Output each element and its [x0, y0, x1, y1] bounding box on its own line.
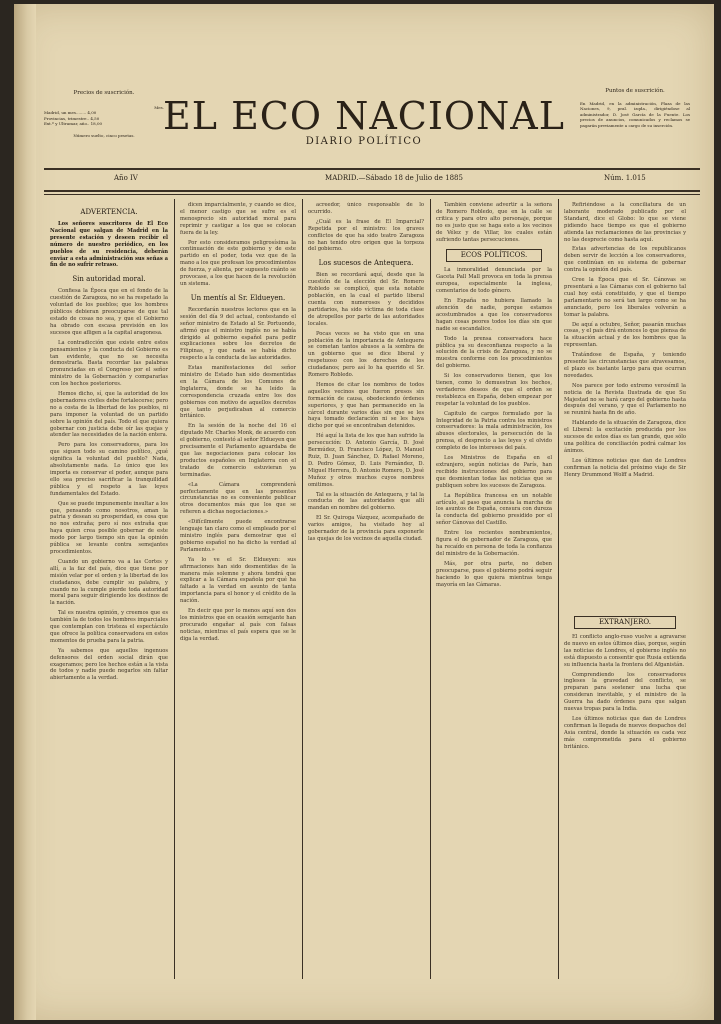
column-2: [180, 202, 296, 978]
column-divider: [430, 199, 431, 979]
column-1: [50, 202, 168, 978]
price-row: Madrid, un mes........ 4,00: [44, 110, 97, 115]
article-paragraph: En la sesión de la noche del 16 el diputado Mr. Charles Monk, de acuerdo con el gobierno, contestó al señor Eldueyen que precisamente el Parlamento aguardaba de que las negociaciones para colocar los productos españoles en Inglaterra con el tratado de comercio estuvieran ya terminadas.: [180, 423, 296, 478]
article-paragraph: Los últimos noticias que dan de Londres confirman la noticia del próximo viaje de Sir Henry Drummond Wolff a Madrid.: [564, 457, 686, 478]
column-5: [564, 202, 686, 607]
extranjero-paragraph: El conflicto anglo-ruso vuelve a agravarse de nuevo en estos últimos días, porque, según las noticias de Londres, el gobierno inglés no está dispuesto a consentir que Rusia extienda su influencia hasta la frontera del Afganistán.: [564, 634, 686, 668]
subscription-points: [580, 88, 690, 128]
notice-paragraph: Los señores suscritores de El Eco Nacional que salgan de Madrid en la presente estación y deseen recibir el número de nuestro periódico, en los pueblos de su residencia, deberán enviar a esta administración sus señas a fin de no sufrir retraso.: [50, 221, 168, 269]
info-bar-bottom-rule: [44, 190, 700, 192]
price-row: Ext.º y Ultramar, año.. 18,00: [44, 121, 103, 126]
article-paragraph: La contradicción que existe entre estos pensamientos y la conducta del Gobierno es tan evidente, que no se necesita demostrarla. Basta recordar las palabras pronunciadas en el Congreso por el señor ministro de la Gobernación y compararlas con los hechos posteriores.: [50, 339, 168, 388]
article-paragraph: Hemos de citar los nombres de todos aquellos vecinos que fueron presos sin formación de causa, obedeciendo órdenes superiores, y que han permanecido en la cárcel durante varios días sin que se les haya tomado declaración ni se les haya dicho por qué se encontraban detenidos.: [308, 381, 424, 430]
points-text: En Madrid, en la administración, Plaza de las Naciones, 9, pral. izqda., dirigiéndose al administrador, D. José García de la Fuente. Los precios de anuncios, comunicados y reclamos se pagarán previamente a cargo de su inserción.: [580, 100, 690, 128]
extranjero-section: [564, 610, 686, 978]
article-paragraph: Bien se recordará aquí, desde que la cuestión de la elección del Sr. Romero Robledo se complicó, que esta notable población, en la cual el partido liberal cuenta con numerosos y decididos partidarios, ha sido víctima de toda clase de atropellos por parte de las autoridades locales.: [308, 272, 424, 327]
column-3: [308, 202, 424, 978]
article-paragraph: Hemos dicho, sí, que la autoridad de los gobernadores civiles debe fortalecerse; pero no a costa de la libertad de los pueblos, ni para imponer la voluntad de un partido sobre la opinión del país. Todo el que quiera gobernar con justicia debe oír las quejas y atender las necesidades de la nación entera.: [50, 391, 168, 439]
article-paragraph: Estas advertencias de los republicanos deben servir de lección a los conservadores, que continúan en su sistema de gobernar contra la opinión del país.: [564, 246, 686, 274]
article-paragraph: Tratándose de España, y teniendo presente las circunstancias que atravesamos, el plazo es bastante largo para que ocurran novedades.: [564, 352, 686, 379]
subscription-prices: [44, 90, 164, 138]
masthead-title: EL ECO NACIONAL: [163, 94, 565, 138]
article-paragraph: Entre los recientes nombramientos, figura el de gobernador de Zaragoza, que ha recaído en persona de toda la confianza del ministro de la Gobernación.: [436, 530, 552, 557]
info-bar-bottom-rule-2: [44, 194, 700, 195]
article-paragraph: De aquí a octubre, Señor, pasarán muchas cosas, y el país dirá entonces lo que piensa de la situación actual y de los hombres que la representan.: [564, 321, 686, 349]
article-paragraph: Cuando un gobierno va a las Cortes y allí, a la faz del país, dice que tiene por misión velar por el orden y la libertad de los ciudadanos, debe cumplir su palabra, y cuando no la cumple pierde toda autoridad moral para seguir dirigiendo los destinos de la nación.: [50, 558, 168, 607]
extranjero-paragraph: Los últimos noticias que dan de Londres confirman la llegada de nuevos despachos del Asia central, donde la situación es cada vez más comprometida para el gobierno británico.: [564, 715, 686, 750]
issue-date: MADRID.—Sábado 18 de Julio de 1885: [325, 174, 463, 182]
article-paragraph: dicen imparcialmente, y cuando se dice, el menor castigo que se sufre es el menosprecio sin autoridad moral para reprimir y castigar a los que se colocan fuera de la ley.: [180, 202, 296, 236]
article-paragraph: ¿Cuál es la frase de El Imparcial? Repetida por el ministro: los graves conflictos de que ha sido teatro Zaragoza no han tenido otro origen que la torpeza del gobierno.: [308, 218, 424, 253]
article-paragraph: Ya lo ve el Sr. Eldueyen: sus afirmaciones han sido desmentidas de la manera más solemne y ahora tendrá que explicar a la Cámara española por qué ha faltado a la verdad en asunto de tanta importancia para el honor y el crédito de la nación.: [180, 556, 296, 605]
article-paragraph: Los Ministros de España en el extranjero, según noticias de París, han recibido instrucciones del gobierno para que desmientan todas las noticias que se publiquen sobre los sucesos de Zaragoza.: [436, 455, 552, 489]
article-paragraph: Confiesa la Época que en el fondo de la cuestión de Zaragoza, no se ha respetado la voluntad de los pueblos; que los hombres públicos debieran preocuparse de que tal estado de cosas no sea, y que el Gobierno ha obrado con escasa previsión en los sucesos que afligen a la capital aragonesa.: [50, 288, 168, 336]
article-heading: Sin autoridad moral.: [72, 275, 146, 284]
article-paragraph: Cree la Época que el Sr. Cánovas se presentará a las Cámaras con el gobierno tal cual hoy está constituido, y que el tiempo parlamentario no será tan largo como se ha anunciado, pero los liberales volverán a tomar la palabra.: [564, 277, 686, 318]
prices-unit: Mes.: [154, 104, 164, 110]
article-paragraph: Refiriéndose a la conciliatura de un laborante moderado publicado por el Standard, dice el Globo: lo que se viene pidiendo hace tiempo es que el gobierno atienda las reclamaciones de las provincias y no las desprecie como hasta aquí.: [564, 202, 686, 243]
extranjero-paragraph: Comprendiendo los conservadores ingleses la gravedad del conflicto, se preparan para sostener una lucha que consideran inevitable, y el ministro de la Guerra ha dado órdenes para que salgan nuevas tropas para la India.: [564, 671, 686, 713]
issue-year: Año IV: [114, 174, 138, 182]
points-heading: Puntos de suscrición.: [605, 88, 665, 94]
article-paragraph: acreedor, único responsable de lo ocurrido.: [308, 202, 424, 215]
column-divider: [302, 199, 303, 979]
article-paragraph: Más, por otra parte, no deben preocuparse, pues el gobierno podrá seguir haciendo lo que quiera mientras tenga mayoría en las Cámaras.: [436, 560, 552, 588]
article-heading: Los sucesos de Antequera.: [318, 259, 414, 268]
binding-spine: [14, 4, 36, 1020]
prices-heading: Precios de suscrición.: [73, 90, 135, 96]
article-paragraph: Pocas veces se ha visto que en una población de la importancia de Antequera se cometan tantos abusos a la sombra de un gobierno que se dice liberal y respetuoso con los derechos de los ciudadanos; pero así lo ha querido el Sr. Romero Robledo.: [308, 330, 424, 379]
article-paragraph: La República francesa en un notable artículo, al paso que anuncia la marcha de los asuntos de España, censura con dureza la conducta del gobierno presidido por el señor Cánovas del Castillo.: [436, 492, 552, 527]
column-divider: [174, 199, 175, 979]
article-paragraph: En España no hubiera llamado la atención de nadie, porque estamos acostumbrados a que los conservadores hagan cosas peores todos los días sin que nadie se escandalice.: [436, 298, 552, 332]
article-paragraph: Pero para los conservadores, para los que siguen todo su camino político, ¿qué significa la voluntad del pueblo? Nada, absolutamente nada. Lo único que les importa es conservar el poder, aunque para ello sea preciso sacrificar la tranquilidad pública y el respeto a las leyes fundamentales del Estado.: [50, 442, 168, 497]
article-heading: Un mentís al Sr. Eldueyen.: [190, 293, 286, 302]
article-paragraph: Nos parece por todo extremo verosímil la noticia de la Revista Ilustrada de que Su Majestad no se hará cargo del gobierno hasta después del verano, y que el Parlamento no se reunirá hasta fin de año.: [564, 382, 686, 417]
article-paragraph: También conviene advertir a la señora de Romero Robledo, que en la calle se critica y para otro alto personaje, porque no es justo que se haga esto a los vecinos de Vélez y de Villar, los cuales están sufriendo tantas persecuciones.: [436, 202, 552, 243]
article-paragraph: Hé aquí la lista de los que han sufrido la persecución: D. Antonio García, D. José Bermúdez, D. Francisco López, D. Manuel Ruiz, D. Juan Sánchez, D. Rafael Moreno, D. Pedro Gómez, D. Luis Fernández, D. Miguel Herrera, D. Antonio Romero, D. José Muñoz y otros muchos cuyos nombres omitimos.: [308, 433, 424, 488]
article-paragraph: Por esto consideramos peligrosísima la continuación de este gobierno y de este partido en el poder, toda vez que de la mano a los que profesan los procedimientos de fuerza, y alienta, por supuesto cuánto se provocase, a los que hacen de la revolución un sistema.: [180, 239, 296, 287]
column-4: [436, 202, 552, 978]
info-bar-top-rule: [44, 168, 700, 170]
column-divider: [558, 199, 559, 979]
article-paragraph: Estas manifestaciones del señor ministro de Estado han sido desmentidas en la Cámara de los Comunes de Inglaterra, donde se ha leído la correspondencia cruzada entre los dos gobiernos con motivo de aquellos decretos que tanto perjudicaban al comercio británico.: [180, 365, 296, 420]
article-paragraph: Todo la prensa conservadora hace pública ya su desconfianza respecto a la solución de la crisis de Zaragoza, y no se muestra conforme con los procedimientos del gobierno.: [436, 335, 552, 370]
article-paragraph: Capitulo de cargos formulado por la Integridad de la Patria contra los ministros conservadores: la mala administración, los abusos electorales, la persecución de la prensa, el desprecio a las leyes y el olvido completo de los intereses del país.: [436, 410, 552, 452]
article-paragraph: Tal es la situación de Antequera, y tal la conducta de las autoridades que allí mandan en nombre del gobierno.: [308, 491, 424, 512]
article-heading: ADVERTENCIA.: [80, 208, 138, 216]
masthead-subtitle: DIARIO POLÍTICO: [305, 136, 423, 147]
article-paragraph: Recordarán nuestros lectores que en la sesión del día 9 del actual, contestando el señor ministro de Estado al Sr. Portuondo, afirmó que el ministro inglés no se había dirigido al gobierno español para pedir explicaciones sobre los decretos de Filipinas, y que nada se había dicho respecto a la conducta de las autoridades.: [180, 306, 296, 362]
article-paragraph: «Difícilmente puede encontrarse lenguaje tan claro como el empleado por el ministro inglés para demostrar que el gobierno español no ha dicho la verdad al Parlamento.»: [180, 519, 296, 553]
article-paragraph: Hablando de la situación de Zaragoza, dice el Liberal: la excitación producida por los sucesos de estos días es tan grande, que sólo una política de conciliación podrá calmar los ánimos.: [564, 420, 686, 454]
article-paragraph: «La Cámara comprenderá perfectamente que en las presentes circunstancias no es conveniente publicar otros documentos más que los que se refieren a dichas negociaciones.»: [180, 481, 296, 516]
article-paragraph: El Sr. Quiroga Vázquez, acompañado de varios amigos, ha visitado hoy al gobernador de la provincia para exponerle las quejas de los vecinos de aquella ciudad.: [308, 515, 424, 542]
article-paragraph: Si los conservadores tienen, que los tienen, como lo demuestran los hechos, verdaderos deseos de que el orden se restablezca en España, deben empezar por respetar la voluntad de los pueblos.: [436, 373, 552, 407]
section-heading: ECOS POLÍTICOS.: [446, 249, 542, 262]
article-paragraph: La inmoralidad denunciada por la Gaceta Pall Mall provoca en toda la prensa europea, especialmente la inglesa, comentarios de todo género.: [436, 267, 552, 295]
article-paragraph: En decir que por lo menos aquí son dos los ministros que en ocasión semejante han procurado engañar al país con falsas noticias, mientras el país espera que se le diga la verdad.: [180, 608, 296, 642]
extranjero-heading: EXTRANJERO.: [574, 616, 676, 629]
article-paragraph: Ya sabemos que aquellos ingenuos defensores del orden social dirán que exageramos; pero los hechos están a la vista de todos y nadie puede negarlos sin faltar abiertamente a la verdad.: [50, 647, 168, 682]
newspaper-page: [14, 4, 714, 1020]
issue-number: Núm. 1.015: [604, 174, 646, 182]
price-row: Provincias, trimestre.. 4,50: [44, 115, 100, 121]
article-paragraph: Tal es nuestra opinión, y creemos que es también la de todos los hombres imparciales que contemplan con tristeza el espectáculo que ofrece la política conservadora en estos momentos de prueba para la patria.: [50, 610, 168, 644]
single-issue-price: Número suelto, cinco pesetas.: [73, 132, 135, 138]
article-paragraph: Que se puede impunemente insultar a los que, pensando como nosotros, aman la patria y desean su prosperidad, es cosa que no nos extraña; pero sí nos extraña que haya quien crea posible gobernar de este modo por largo tiempo sin que la opinión pública se levante contra semejantes procedimientos.: [50, 500, 168, 555]
